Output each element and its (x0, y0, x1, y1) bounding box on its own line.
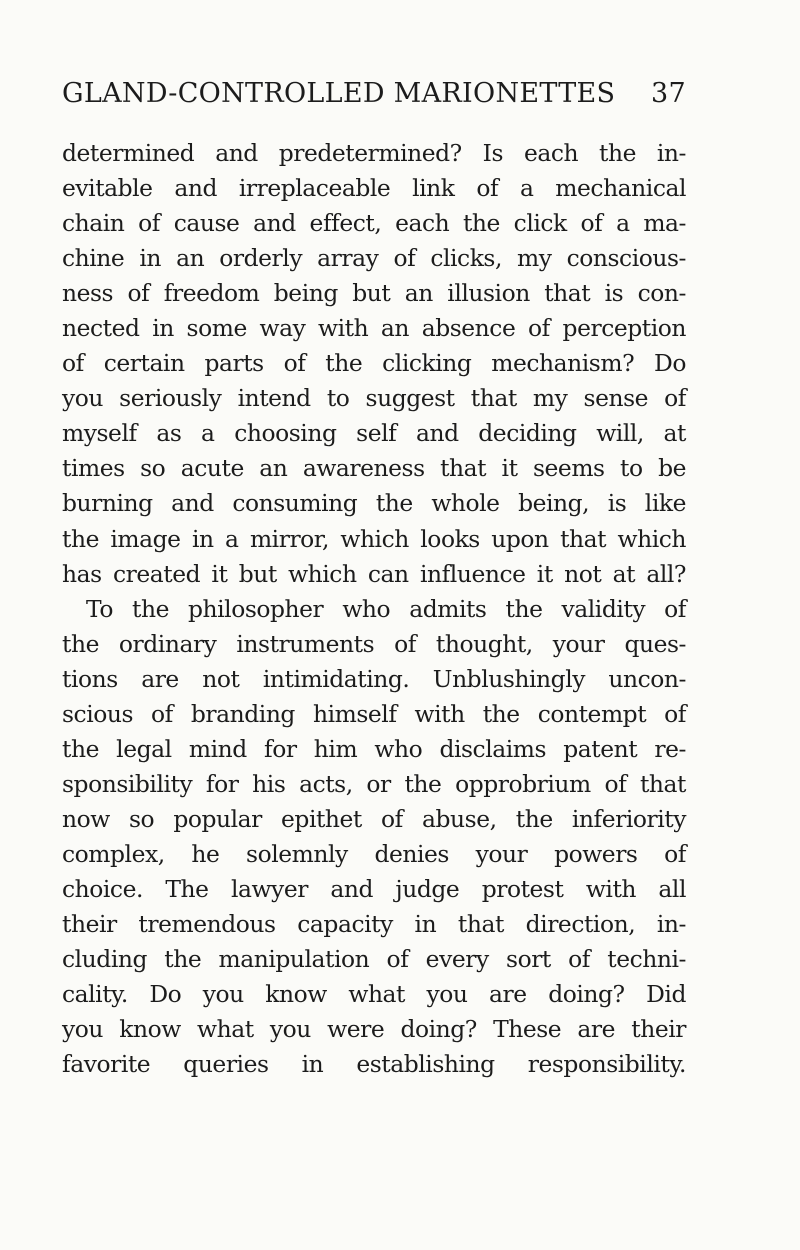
text-line: of certain parts of the clicking mechanism? Do (62, 349, 686, 378)
text-line: you know what you were doing? These are their (62, 1015, 686, 1044)
text-line: evitable and irreplaceable link of a mechanical (62, 174, 686, 203)
text-line: has created it but which can influence it not at all? (62, 559, 686, 588)
text-line: the ordinary instruments of thought, your ques- (62, 629, 686, 658)
text-line: burning and consuming the whole being, is like (62, 489, 686, 518)
text-line: myself as a choosing self and deciding will, at (62, 419, 686, 448)
text-line: nected in some way with an absence of perception (62, 314, 686, 343)
text-line: now so popular epithet of abuse, the inferiority (62, 804, 686, 833)
page-number: 37 (651, 78, 686, 109)
text-line: ness of freedom being but an illusion that is con- (62, 279, 686, 308)
body-text (62, 136, 686, 1082)
text-line: chine in an orderly array of clicks, my conscious- (62, 244, 686, 273)
text-line: sponsibility for his acts, or the opprobrium of that (62, 769, 686, 798)
paragraph-first-line: To the philosopher who admits the validity of (86, 594, 686, 623)
running-head (62, 78, 686, 118)
text-line: the legal mind for him who disclaims patent re- (62, 734, 686, 763)
text-line: favorite queries in establishing responsibility. (62, 1050, 686, 1079)
text-line: complex, he solemnly denies your powers of (62, 839, 686, 868)
text-line: tions are not intimidating. Unblushingly uncon- (62, 664, 686, 693)
text-line: choice. The lawyer and judge protest with all (62, 874, 686, 903)
running-head-title: GLAND-CONTROLLED MARIONETTES (62, 78, 616, 109)
text-line: scious of branding himself with the contempt of (62, 699, 686, 728)
text-line: their tremendous capacity in that direction, in- (62, 910, 686, 939)
text-line: chain of cause and effect, each the click of a ma- (62, 209, 686, 238)
text-line: you seriously intend to suggest that my sense of (62, 384, 686, 413)
text-line: the image in a mirror, which looks upon that which (62, 524, 686, 553)
text-line: times so acute an awareness that it seems to be (62, 454, 686, 483)
text-line: cality. Do you know what you are doing? Did (62, 980, 686, 1009)
text-line: cluding the manipulation of every sort of techni- (62, 945, 686, 974)
text-line: determined and predetermined? Is each the in- (62, 139, 686, 167)
